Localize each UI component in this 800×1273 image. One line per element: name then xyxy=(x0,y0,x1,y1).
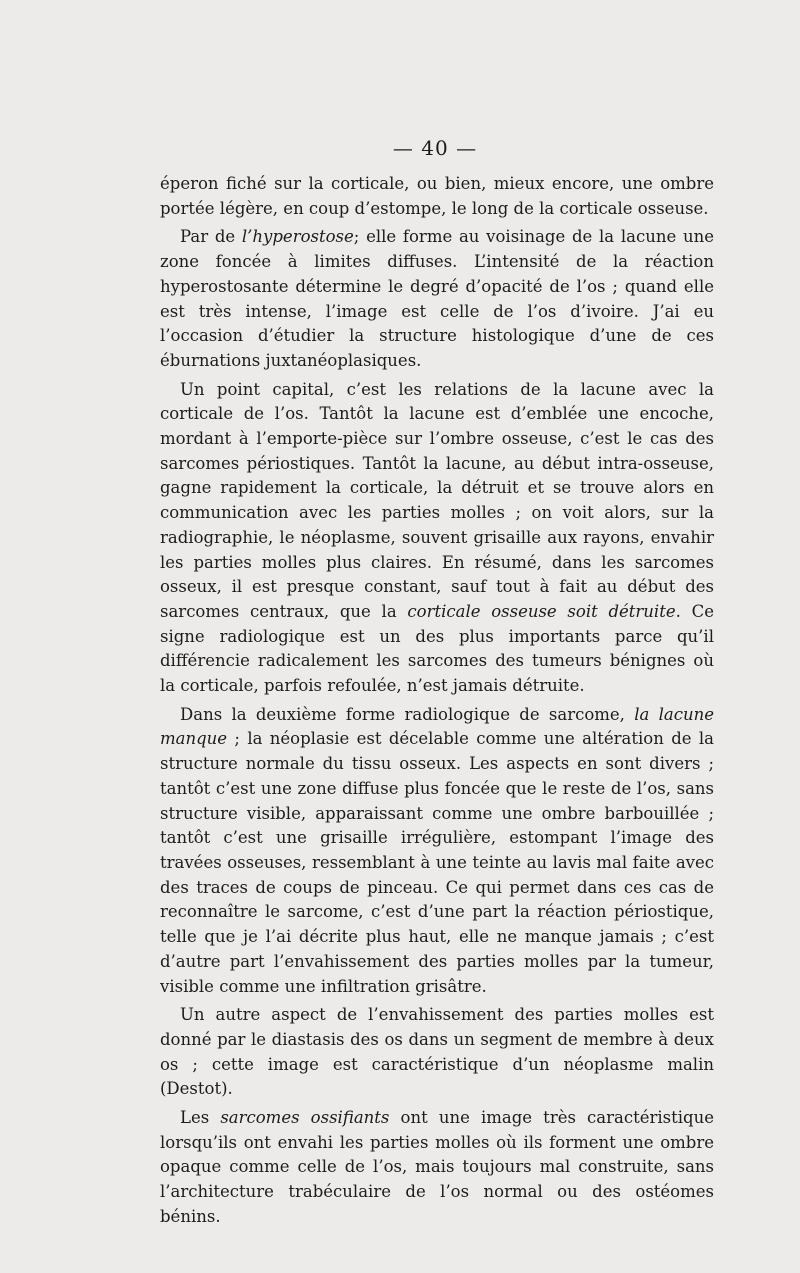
italic-text: corticale osseuse soit détruite xyxy=(407,601,676,621)
italic-text: la lacune manque xyxy=(160,704,714,749)
paragraph xyxy=(160,1106,714,1230)
text-run: . Ce signe radiologique est un des plus importants parce qu’il différencie radicalement les sarcomes des tumeurs bénignes où la corticale, parfois refoulée, n’est jamais détruite. xyxy=(160,601,714,696)
paragraph xyxy=(160,703,714,999)
text-run: ; la néoplasie est décelable comme une altération de la structure normale du tissu osseux. Les aspects en sont divers ; tantôt c’est une zone diffuse plus foncée que le reste de l’os, sans structure visible, apparaissant comme une ombre barbouillée ; tantôt c’est une grisaille irrégulière, estompant l’image des travées osseuses, ressemblant à une teinte au lavis mal faite avec des traces de coups de pinceau. Ce qui permet dans ces cas de reconnaître le sarcome, c’est d’une part la réaction périostique, telle que je l’ai décrite plus haut, elle ne manque jamais ; c’est d’autre part l’envahissement des parties molles par la tumeur, visible comme une infiltration grisâtre. xyxy=(160,729,714,996)
text-run: Dans la deuxième forme radiologique de sarcome, xyxy=(180,704,635,724)
paragraph xyxy=(160,1003,714,1102)
text-run: Par de xyxy=(180,227,242,247)
paragraph xyxy=(160,378,714,699)
paragraph xyxy=(160,172,714,221)
italic-text: l’hyperostose xyxy=(241,227,354,247)
text-run: Un point capital, c’est les relations de la lacune avec la corticale de l’os. Tantôt la lacune est d’emblée une encoche, mordant à l’emporte-pièce sur l’ombre osseuse, c’est le cas des sarcomes périostiques. Tantôt la lacune, au début intra-osseuse, gagne rapidement la corticale, la détruit et se trouve alors en communication avec les parties molles ; on voit alors, sur la radiographie, le néoplasme, souvent grisaille aux rayons, envahir les parties molles plus claires. En résumé, dans les sarcomes osseux, il est presque constant, sauf tout à fait au début des sarcomes centraux, que la xyxy=(160,379,714,621)
text-run: Les xyxy=(180,1108,221,1128)
text-run: Un autre aspect de l’envahissement des parties molles est donné par le diastasis des os dans un segment de membre à deux os ; cette image est caractéristique d’un néoplasme malin (Destot). xyxy=(160,1005,714,1099)
text-run: ont une image très caractéristique lorsqu’ils ont envahi les parties molles où ils forment une ombre opaque comme celle de l’os, mais toujours mal construite, sans l’architecture trabéculaire de l’os normal ou des ostéomes bénins. xyxy=(160,1108,714,1226)
text-run: ; elle forme au voisinage de la lacune une zone foncée à limites diffuses. L’intensité de la réaction hyperostosante détermine le degré d’opacité de l’os ; quand elle est très intense, l’image est celle de l’os d’ivoire. J’ai eu l’occasion d’étudier la structure histologique d’une de ces éburnations juxtanéoplasiques. xyxy=(160,227,714,370)
paragraph xyxy=(160,225,714,373)
italic-text: sarcomes ossifiants xyxy=(220,1108,390,1128)
body-text xyxy=(160,172,714,1230)
text-run: éperon fiché sur la corticale, ou bien, mieux encore, une ombre portée légère, en coup d’estompe, le long de la corticale osseuse. xyxy=(160,174,714,218)
page-number: — 40 — xyxy=(392,136,478,160)
